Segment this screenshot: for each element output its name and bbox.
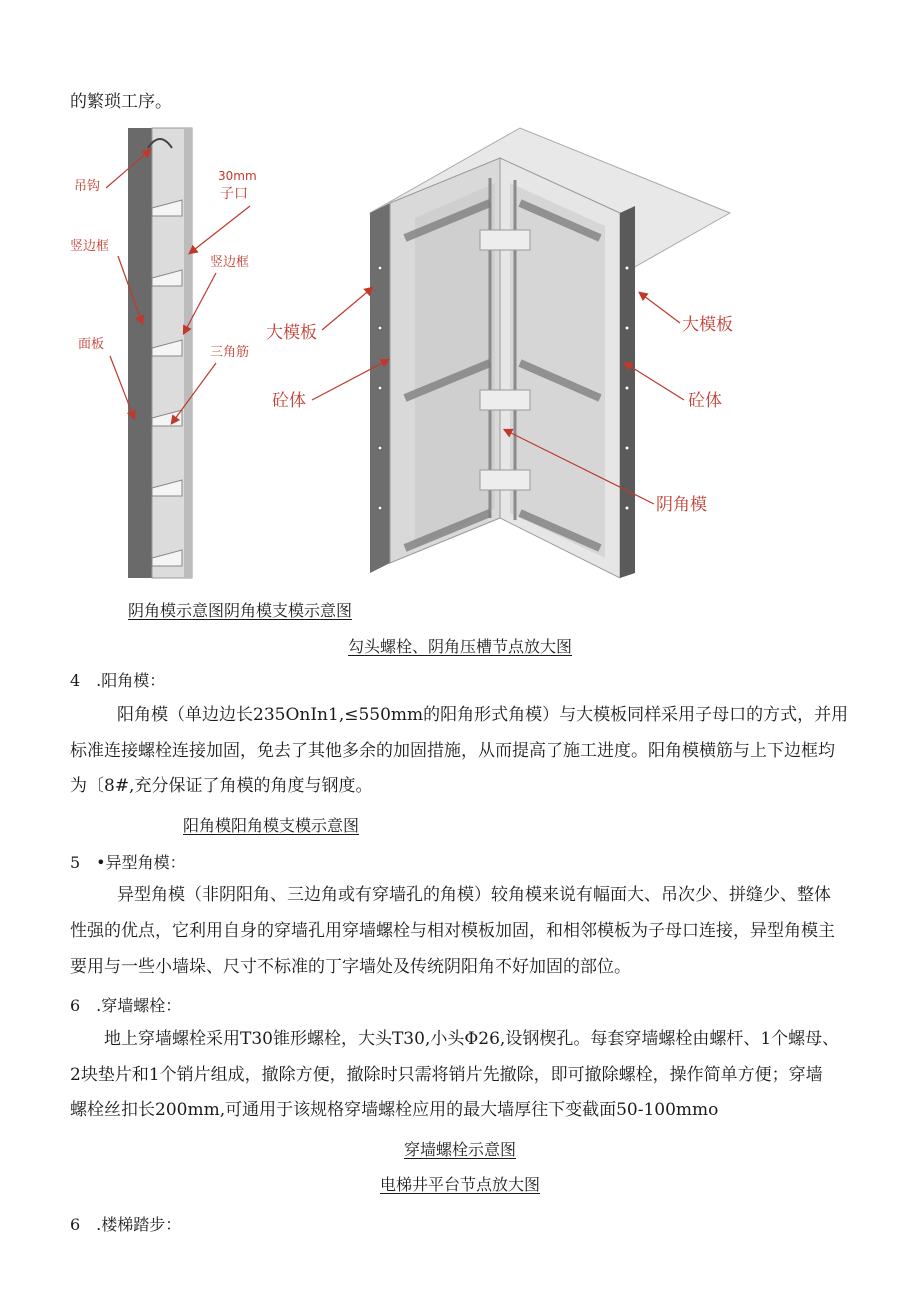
section-6-heading: 6 .穿墙螺栓：: [70, 996, 182, 1015]
section-5-line-3: 要用与一些小墙垛、尺寸不标准的丁字墙处及传统阴阳角不好加固的部位。: [70, 957, 631, 977]
caption-wall-bolt: 穿墙螺栓示意图: [403, 1140, 516, 1159]
top-line: 的繁琐工序。: [70, 92, 172, 112]
formwork-figure: [60, 118, 760, 588]
section-5-line-2: 性强的优点，它利用自身的穿墙孔用穿墙螺栓与相对模板加固，和相邻模板为子母口连接，异型角模主: [70, 921, 835, 941]
section-4-heading: 4 .阳角模：: [70, 671, 166, 690]
section-5-line-1: 异型角模（非阴阳角、三边角或有穿墙孔的角模）较角模来说有幅面大、吊次少、拼缝少、整体: [117, 885, 831, 905]
label-slot-mm: 30mm: [218, 169, 257, 183]
section-4-line-1: 阳角模（单边边长235OnIn1,≤550mm的阳角形式角模）与大模板同样采用子母口的方式，并用: [117, 705, 849, 725]
label-big-formwork-left: 大模板: [266, 323, 317, 343]
label-concrete-left: 砼体: [272, 391, 306, 411]
section-7-heading: 6 .楼梯踏步：: [70, 1215, 182, 1234]
label-vertical-frame-right: 竖边框: [210, 255, 250, 270]
section-6-line-2: 2块垫片和1个销片组成，撤除方便，撤除时只需将销片先撤除，即可撤除螺栓，操作简单方便；穿墙: [70, 1065, 823, 1085]
label-hook: 吊钩: [74, 179, 101, 194]
caption-inner-corner: 阴角模示意图阴角模支模示意图: [128, 601, 353, 620]
caption-outer-corner: 阳角模阳角模支模示意图: [183, 816, 360, 835]
label-concrete-right: 砼体: [688, 391, 722, 411]
section-6-line-1: 地上穿墙螺栓采用T30锥形螺栓，大头T30,小头Φ26,设钢楔孔。每套穿墙螺栓由螺杆、1个螺母、: [104, 1029, 840, 1049]
label-panel: 面板: [78, 337, 105, 352]
caption-hook-bolt: 勾头螺栓、阴角压槽节点放大图: [347, 637, 572, 656]
label-slot: 子口: [220, 186, 248, 202]
label-rib: 三角筋: [210, 345, 250, 360]
label-vertical-frame-left: 竖边框: [70, 239, 110, 254]
inner-corner-form-drawing: [128, 128, 192, 578]
label-inner-corner-form: 阴角模: [656, 495, 707, 515]
section-6-line-3: 螺栓丝扣长200mm,可通用于该规格穿墙螺栓应用的最大墙厚往下变截面50-100mmo: [70, 1100, 719, 1120]
section-5-heading: 5 •异型角模：: [70, 853, 186, 872]
section-4-line-2: 标准连接螺栓连接加固，免去了其他多余的加固措施，从而提高了施工进度。阳角模横筋与上下边框均: [70, 741, 835, 761]
section-4-line-3: 为〔8#,充分保证了角模的角度与钢度。: [70, 776, 373, 796]
label-big-formwork-right: 大模板: [682, 315, 733, 335]
caption-elevator-platform: 电梯井平台节点放大图: [379, 1175, 540, 1194]
